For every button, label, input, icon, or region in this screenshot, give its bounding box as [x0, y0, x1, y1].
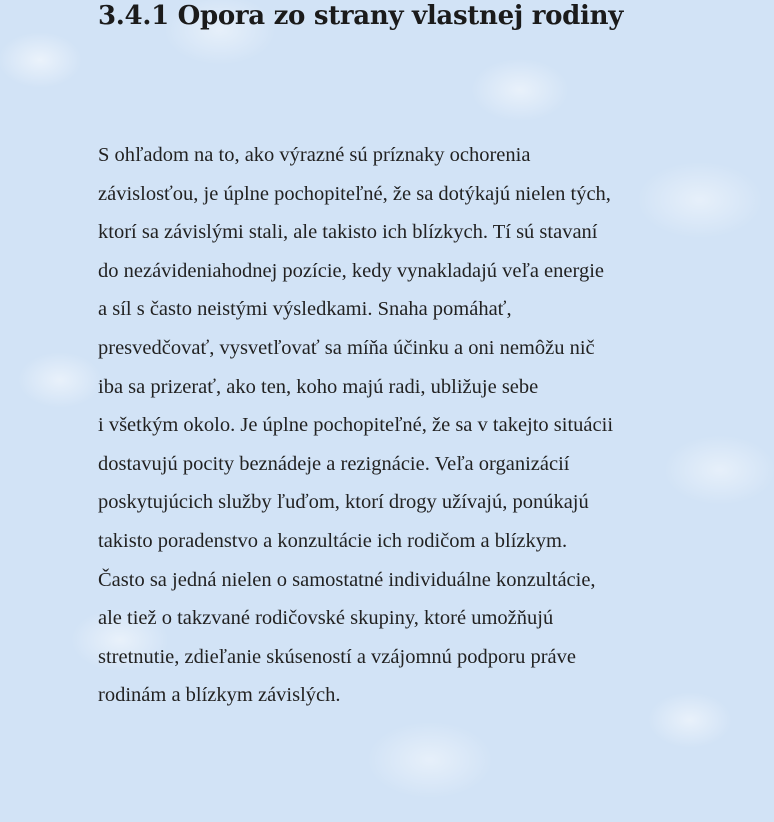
paragraph-line: a síl s často neistými výsledkami. Snaha pomáhať,: [98, 298, 512, 321]
section-heading: 3.4.1 Opora zo strany vlastnej rodiny: [98, 1, 623, 31]
paragraph-line: i všetkým okolo. Je úplne pochopiteľné, že sa v takejto situácii: [98, 414, 614, 437]
paragraph-line: závislosťou, je úplne pochopiteľné, že sa dotýkajú nielen tých,: [98, 182, 611, 205]
paragraph-line: ktorí sa závislými stali, ale takisto ich blízkych. Tí sú stavaní: [98, 221, 598, 244]
body-paragraph: [98, 142, 738, 721]
paragraph-line: poskytujúcich služby ľuďom, ktorí drogy užívajú, ponúkajú: [98, 491, 589, 514]
paragraph-line: ale tiež o takzvané rodičovské skupiny, ktoré umožňujú: [98, 607, 554, 630]
paragraph-line: S ohľadom na to, ako výrazné sú príznaky ochorenia: [98, 144, 531, 166]
paragraph-line: dostavujú pocity beznádeje a rezignácie. Veľa organizácií: [98, 452, 570, 475]
paragraph-line: do nezávideniahodnej pozície, kedy vynakladajú veľa energie: [98, 259, 605, 282]
paragraph-line: iba sa prizerať, ako ten, koho majú radi, ubližuje sebe: [98, 375, 539, 398]
paragraph-line: presvedčovať, vysvetľovať sa míňa účinku a oni nemôžu nič: [98, 336, 595, 359]
paragraph-line: takisto poradenstvo a konzultácie ich rodičom a blízkym.: [98, 529, 568, 552]
paragraph-line: Často sa jedná nielen o samostatné individuálne konzultácie,: [98, 568, 596, 591]
paragraph-line: rodinám a blízkym závislých.: [98, 684, 341, 707]
paragraph-line: stretnutie, zdieľanie skúseností a vzájomnú podporu práve: [98, 645, 576, 668]
